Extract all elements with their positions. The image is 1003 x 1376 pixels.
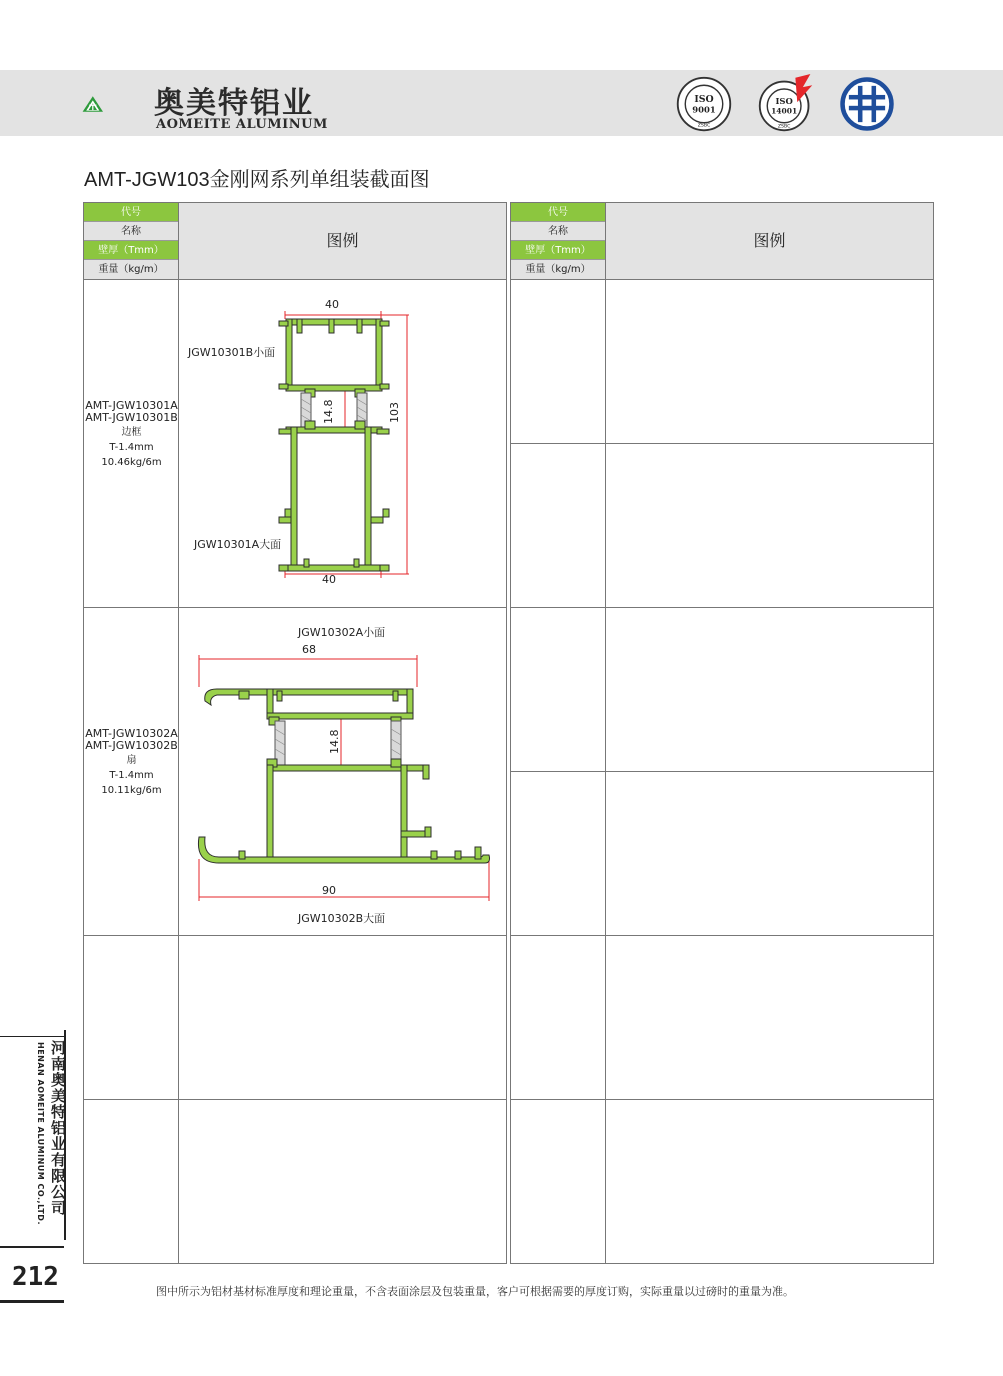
header-legend: 图例: [178, 203, 506, 279]
right-table: [510, 202, 934, 1264]
page-number-rule-top: [0, 1246, 64, 1248]
row1-dim-gap: 14.8: [322, 399, 335, 424]
iso-9001-badge: [674, 74, 734, 134]
row-divider: [511, 1099, 933, 1100]
row-divider: [84, 935, 506, 936]
cert2-num: 14001: [771, 106, 798, 116]
row-divider: [511, 935, 933, 936]
row-divider: [511, 279, 933, 280]
row1-label-small: JGW10301B小面: [188, 346, 276, 359]
row2-code-a: AMT-JGW10302A: [85, 727, 178, 740]
row-divider: [84, 279, 506, 280]
row-divider: [84, 607, 506, 608]
brand-name-cn: 奥美特铝业: [154, 86, 314, 121]
row1-dim-height: 103: [388, 402, 401, 423]
row1-info: [84, 400, 179, 469]
row-divider: [511, 443, 933, 444]
row1-weight: 10.46kg/6m: [101, 457, 162, 468]
left-table: [83, 202, 507, 1264]
company-name-cn: 河南奥美特铝业有限公司: [49, 1040, 67, 1216]
header-thickness-right: 壁厚（Tmm）: [511, 241, 605, 260]
row2-label-large: JGW10302B大面: [298, 912, 386, 925]
header-code-right: 代号: [511, 203, 605, 222]
row2-weight: 10.11kg/6m: [101, 785, 162, 796]
page-number: 212: [12, 1262, 59, 1292]
row-divider: [84, 1099, 506, 1100]
row1-thickness: T-1.4mm: [109, 442, 154, 453]
cert1-num: 9001: [692, 104, 716, 115]
company-logo: [82, 76, 154, 132]
row2-label-small: JGW10302A小面: [298, 626, 386, 639]
company-name-en: HENAN AOMEITE ALUMINUM CO.,LTD.: [36, 1042, 45, 1225]
header-thickness: 壁厚（Tmm）: [84, 241, 178, 260]
header-weight-right: 重量（kg/m）: [511, 260, 605, 279]
row2-dim-top: 68: [302, 643, 316, 656]
row1-code-a: AMT-JGW10301A: [85, 399, 178, 412]
footnote: 图中所示为铝材基材标准厚度和理论重量，不含表面涂层及包装重量，客户可根据需要的厚度订购，实际重量以过磅时的重量为准。: [156, 1285, 794, 1298]
row-divider: [511, 607, 933, 608]
header-name-right: 名称: [511, 222, 605, 241]
row-divider: [511, 771, 933, 772]
header-weight: 重量（kg/m）: [84, 260, 178, 279]
sidebar-rule-top: [0, 1036, 64, 1037]
row1-dim-bottom: 40: [322, 573, 336, 586]
page-number-rule-bottom: [0, 1300, 64, 1303]
column-divider: [605, 203, 606, 1263]
brand-name-en: AOMEITE ALUMINUM: [156, 117, 328, 132]
header-legend-right: 图例: [605, 203, 933, 279]
header-code: 代号: [84, 203, 178, 222]
row1-label-large: JGW10301A大面: [194, 538, 282, 551]
association-emblem: [838, 74, 896, 134]
row1-name: 边框: [121, 427, 142, 438]
iso-14001-badge: [756, 74, 816, 134]
row2-info: [84, 728, 179, 797]
cert1-bottom: ZSBC: [697, 123, 711, 129]
page-title: AMT-JGW103金刚网系列单组装截面图: [84, 169, 430, 191]
row2-thickness: T-1.4mm: [109, 770, 154, 781]
row2-profile-drawing: [179, 609, 505, 933]
row2-dim-gap: 14.8: [328, 729, 341, 754]
header-name: 名称: [84, 222, 178, 241]
row2-name: 扇: [126, 755, 137, 766]
row1-profile-drawing: [179, 281, 505, 605]
cert2-bottom: ZSBC: [777, 124, 791, 130]
row2-code-b: AMT-JGW10302B: [85, 739, 178, 752]
row1-dim-top: 40: [325, 298, 339, 311]
cert1-main: ISO: [694, 94, 714, 106]
row1-code-b: AMT-JGW10301B: [85, 411, 178, 424]
row2-dim-bottom: 90: [322, 884, 336, 897]
cert2-main: ISO: [775, 96, 793, 106]
